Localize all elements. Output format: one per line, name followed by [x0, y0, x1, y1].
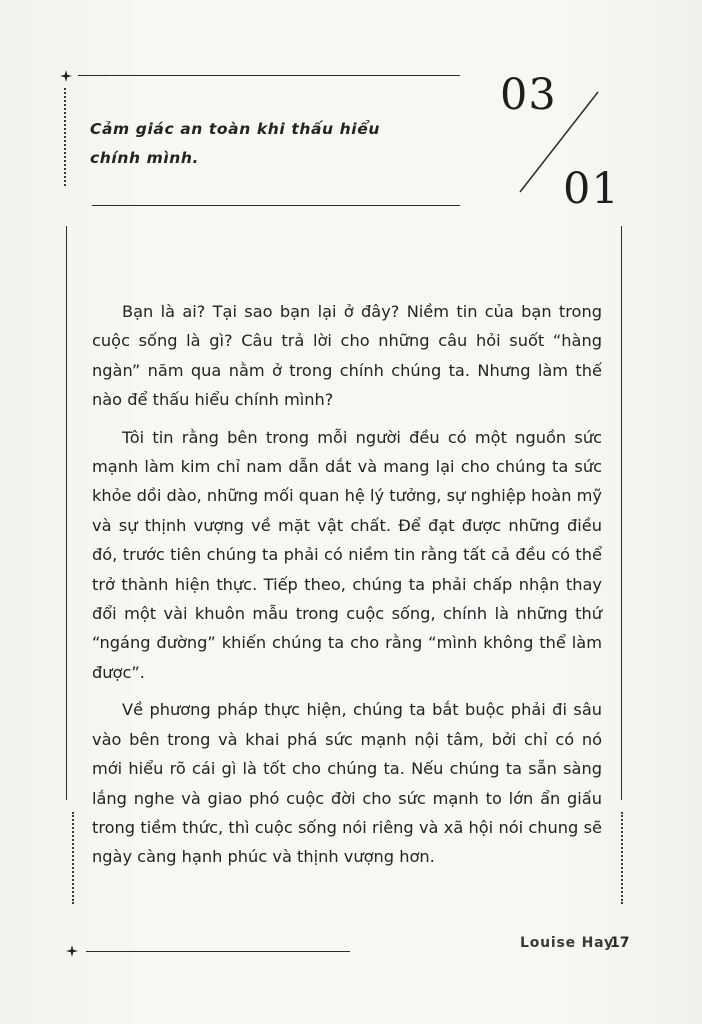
star-ornament-icon — [60, 70, 72, 82]
paragraph-1: Bạn là ai? Tại sao bạn lại ở đây? Niềm tin của bạn trong cuộc sống là gì? Câu trả lời cho những câu hỏi suốt “hàng ngàn” năm qua nằm ở trong chính chúng ta. Nhưng làm thế nào để thấu hiểu chính mình? — [92, 302, 602, 410]
left-frame-line — [66, 226, 67, 800]
footer-rule — [86, 951, 350, 952]
section-number-bottom: 01 — [563, 164, 620, 214]
header-dotted-rule — [64, 88, 66, 186]
footer-star-ornament-icon — [66, 945, 78, 957]
header-bottom-rule — [92, 205, 460, 206]
paragraph-3: Về phương pháp thực hiện, chúng ta bắt buộc phải đi sâu vào bên trong và khai phá sức mạnh nội tâm, bởi chỉ có nó mới hiểu rõ cái gì là tốt cho chúng ta. Nếu chúng ta sẵn sàng lắng nghe và giao phó cuộc đời cho sức mạnh to lớn ẩn giấu trong tiềm thức, thì cuộc sống nói riêng và xã hội nói chung sẽ ngày càng hạnh phúc và thịnh vượng hơn. — [92, 700, 602, 867]
chapter-title: Cảm giác an toàn khi thấu hiểu chính mình. — [90, 120, 380, 167]
footer-author: Louise Hay — [520, 935, 614, 951]
left-dotted-rule — [72, 812, 74, 904]
right-dotted-rule — [621, 812, 623, 904]
header-top-rule — [78, 75, 460, 76]
right-frame-line — [621, 226, 622, 800]
section-number-top: 03 — [500, 70, 557, 120]
paragraph-2: Tôi tin rằng bên trong mỗi người đều có một nguồn sức mạnh làm kim chỉ nam dẫn dắt và mang lại cho chúng ta sức khỏe dồi dào, những mối quan hệ lý tưởng, sự nghiệp hoàn mỹ và sự thịnh vượng về mặt vật chất. Để đạt được những điều đó, trước tiên chúng ta phải có niềm tin rằng tất cả đều có thể trở thành hiện thực. Tiếp theo, chúng ta phải chấp nhận thay đổi một vài khuôn mẫu trong cuộc sống, chính là những thứ “ngáng đường” khiến chúng ta cho rằng “mình không thể làm được”. — [92, 427, 602, 682]
page-number: 17 — [610, 935, 630, 951]
body-text — [92, 297, 602, 880]
